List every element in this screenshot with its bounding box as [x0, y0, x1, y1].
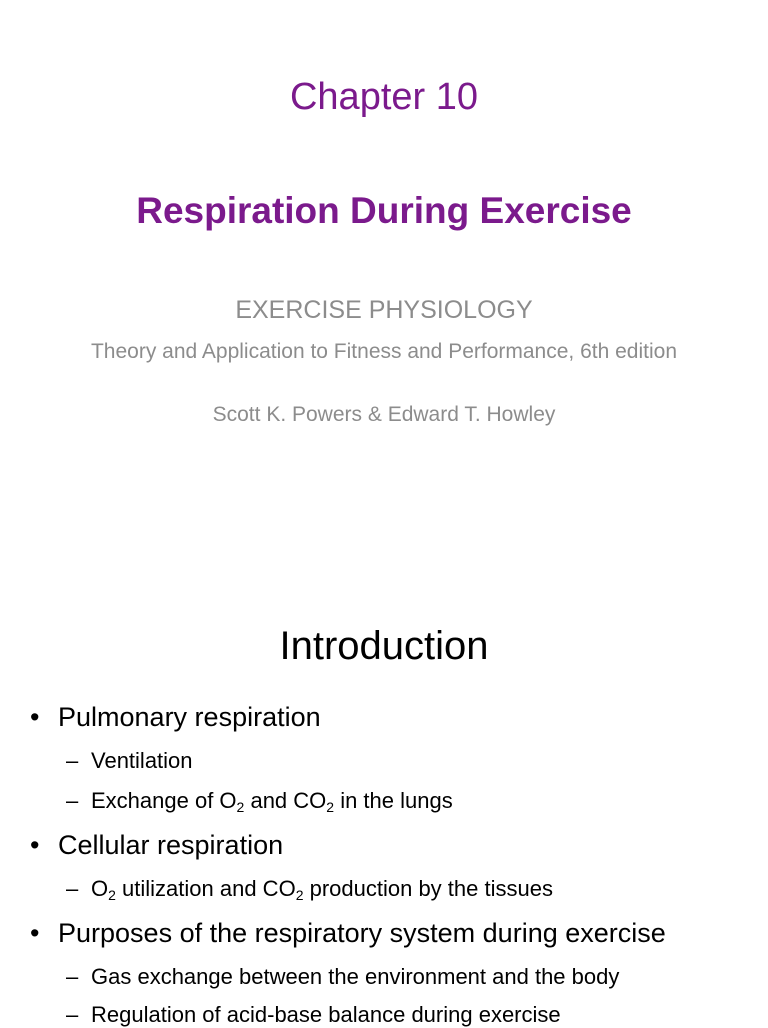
subscript: 2 [295, 887, 304, 903]
bullet-text: Cellular respiration [58, 830, 284, 860]
bullet-dash: – [66, 964, 79, 989]
sub-bullet-text-part: Exchange of O [91, 788, 237, 813]
sub-bullet-item [66, 788, 453, 814]
sub-bullet-text: Ventilation [91, 748, 193, 773]
sub-bullet-item [66, 964, 619, 990]
subscript: 2 [326, 799, 335, 815]
bullet-dash: – [66, 1002, 79, 1027]
sub-bullet-text: Gas exchange between the environment and the body [91, 964, 620, 989]
subscript: 2 [108, 887, 116, 903]
sub-bullet-item [66, 1002, 561, 1028]
sub-bullet-text-part: O [91, 876, 109, 901]
bullet-item [30, 830, 283, 861]
bullet-item [30, 702, 321, 733]
authors: Scott K. Powers & Edward T. Howley [212, 403, 556, 426]
sub-bullet-text-part: in the lungs [334, 788, 453, 813]
sub-bullet-text-part: production by the tissues [303, 876, 553, 901]
bullet-dash: – [66, 748, 79, 773]
bullet-dot: • [30, 702, 40, 732]
introduction-slide [0, 520, 768, 1027]
bullet-text: Pulmonary respiration [58, 702, 321, 732]
bullet-dash: – [66, 788, 79, 813]
sub-bullet-item [66, 876, 553, 902]
sub-bullet-text-part: utilization and CO [115, 876, 296, 901]
sub-bullet-text-part: and CO [244, 788, 327, 813]
bullet-item [30, 918, 666, 949]
sub-bullet-text: Regulation of acid-base balance during exercise [91, 1002, 561, 1027]
chapter-heading: Chapter 10 [289, 76, 478, 118]
book-subtitle: Theory and Application to Fitness and Performance, 6th edition [90, 340, 677, 363]
slide-title: Respiration During Exercise [136, 190, 632, 231]
subscript: 2 [236, 799, 245, 815]
bullet-dot: • [30, 918, 40, 948]
book-title: EXERCISE PHYSIOLOGY [235, 296, 533, 324]
intro-title: Introduction [279, 624, 489, 668]
bullet-dash: – [66, 876, 79, 901]
bullet-text: Purposes of the respiratory system during exercise [58, 918, 666, 948]
sub-bullet-item [66, 748, 193, 774]
bullet-dot: • [30, 830, 40, 860]
